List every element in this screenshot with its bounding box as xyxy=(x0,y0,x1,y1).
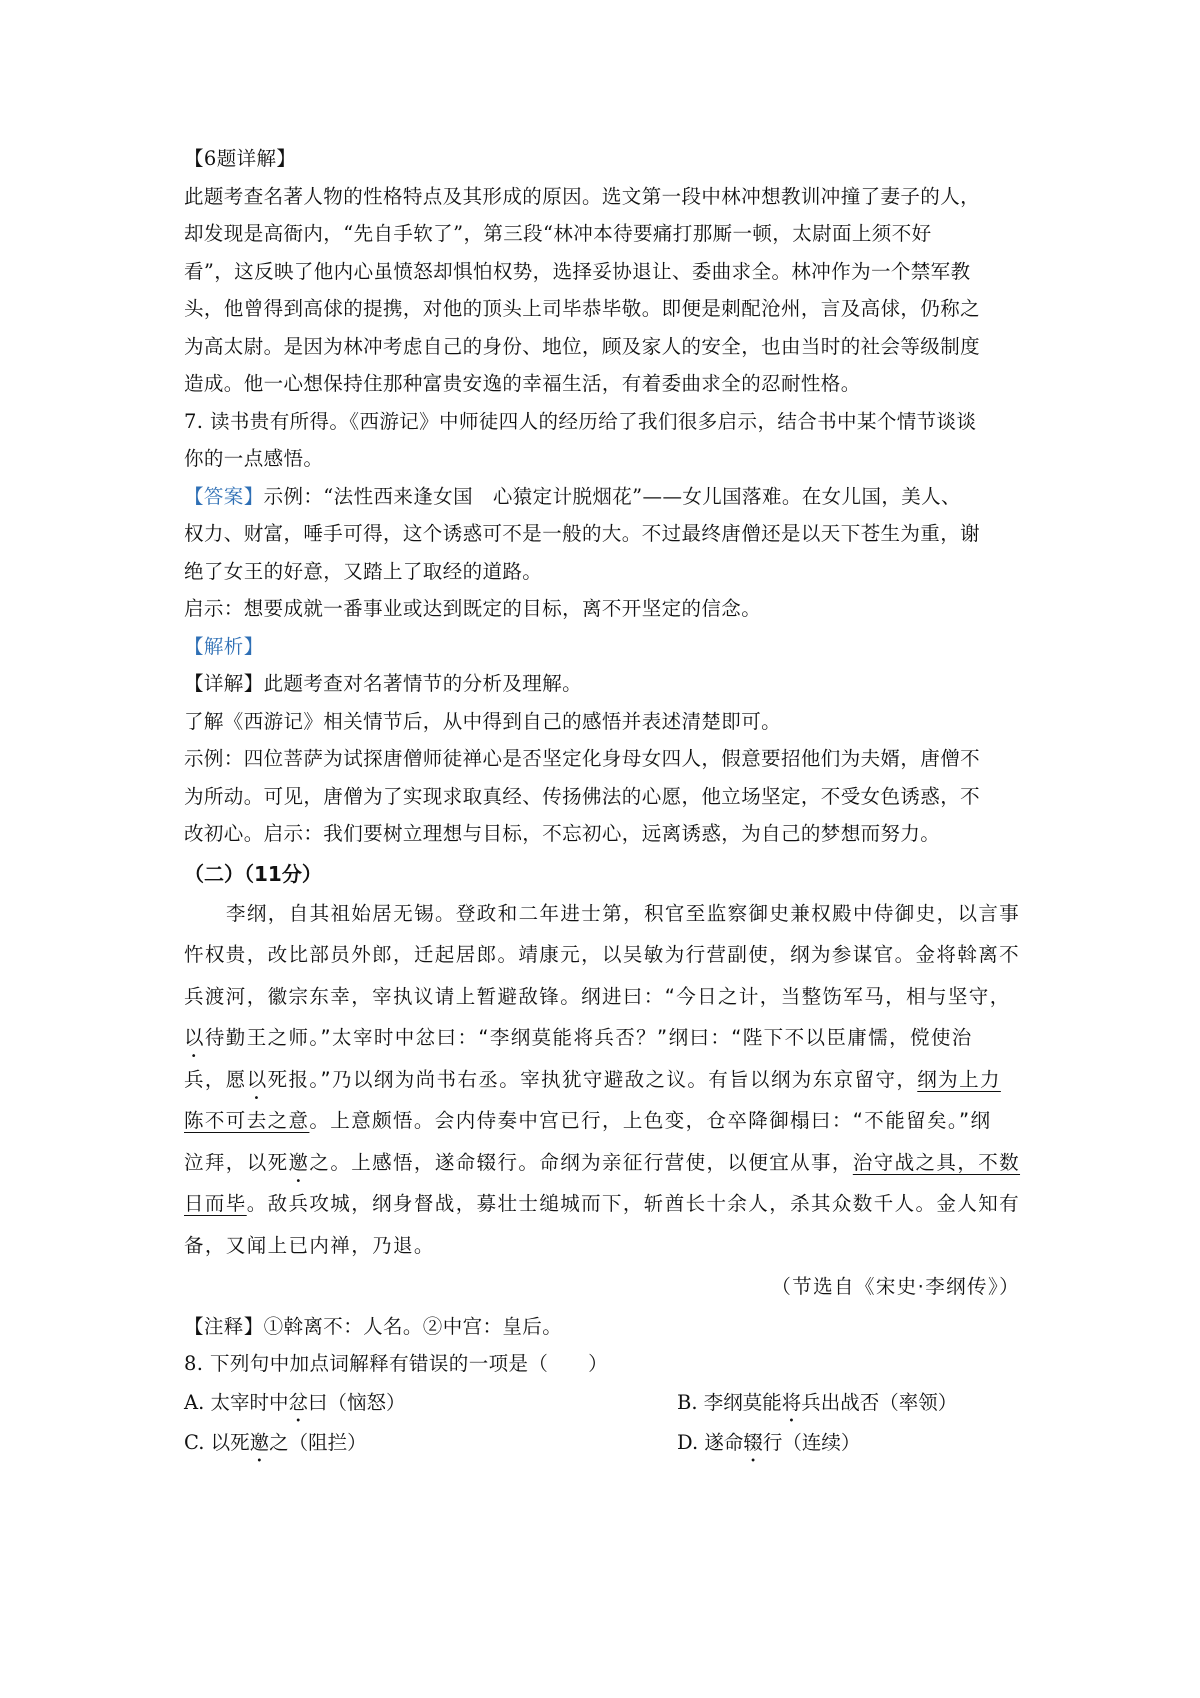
answer-line: 绝了女王的好意，又踏上了取经的道路。 xyxy=(184,559,543,583)
paragraph-line: 为高太尉。是因为林冲考虑自己的身份、地位，顾及家人的安全，也由当时的社会等级制度 xyxy=(184,334,981,358)
classical-passage xyxy=(184,893,1030,1308)
section-heading: 【6题详解】 xyxy=(184,147,297,170)
detail-line: 改初心。启示：我们要树立理想与目标，不忘初心，远离诱惑，为自己的梦想而努力。 xyxy=(184,822,941,845)
detail-line: 为所动。可见，唐僧为了实现求取真经、传扬佛法的心愿，他立场坚定，不受女色诱惑，不 xyxy=(184,784,981,808)
paragraph-line: 看”，这反映了他内心虽愤怒却惧怕权势，选择妥协退让、委曲求全。林冲作为一个禁军教 xyxy=(184,259,971,283)
detail-line: 了解《西游记》相关情节后，从中得到自己的感悟并表述清楚即可。 xyxy=(184,709,782,733)
detail-line: 示例：四位菩萨为试探唐僧师徒禅心是否坚定化身母女四人，假意要招他们为夫婿，唐僧不 xyxy=(184,747,981,770)
answer-line: 权力、财富，唾手可得，这个诱惑可不是一般的大。不过最终唐僧还是以天下苍生为重，谢 xyxy=(184,522,981,545)
passage-line: 李纲，自其祖始居无锡。登政和二年进士第，积官至监察御史兼权殿中侍御史，以言事 xyxy=(226,901,1021,925)
passage-line: 备，又闻上已内禅，乃退。 xyxy=(184,1233,435,1257)
question-stem: 8. 下列句中加点词解释有错误的一项是（ ） xyxy=(184,1352,609,1375)
passage-line: 忤权贵，改比部员外郎，迁起居郎。靖康元，以吴敏为行营副使，纲为参谋官。金将斡离不 xyxy=(184,943,1021,966)
passage-line: 陈不可去之意。上意颇悟。会内侍奏中宫已行，上色变，仓卒降御榻曰：“不能留矣。”纲 xyxy=(184,1109,992,1132)
underlined-sentence: 日而毕 xyxy=(184,1192,247,1215)
question-8 xyxy=(184,1345,1030,1463)
underlined-sentence: 陈不可去之意 xyxy=(184,1109,310,1132)
passage-line: 以待勤王之师。”太宰时中忿曰：“李纲莫能将兵否？”纲曰：“陛下不以臣庸懦，傥使治 xyxy=(184,1026,973,1049)
passage-line: 日而毕。敌兵攻城，纲身督战，募壮士缒城而下，斩酋长十余人，杀其众数千人。金人知有 xyxy=(184,1192,1021,1215)
answer-line: 启示：想要成就一番事业或达到既定的目标，离不开坚定的信念。 xyxy=(184,597,762,620)
option-row xyxy=(184,1383,1030,1423)
section-6-explanation xyxy=(184,140,1030,403)
question-7 xyxy=(184,403,1030,853)
document-page xyxy=(184,140,1030,1463)
option-row xyxy=(184,1423,1030,1463)
answer-tag: 【答案】 xyxy=(184,484,264,508)
option-c: C. 以死邀之（阻拦） xyxy=(184,1430,367,1454)
question-stem: 7. 读书贵有所得。《西游记》中师徒四人的经历给了我们很多启示，结合书中某个情节谈谈 xyxy=(184,409,977,433)
question-stem: 你的一点感悟。 xyxy=(184,447,324,470)
section-2-heading: （二）（11分） xyxy=(184,861,322,886)
detail-line: 【详解】此题考查对名著情节的分析及理解。 xyxy=(184,672,583,695)
option-d: D. 遂命辍行（连续） xyxy=(677,1430,861,1454)
paragraph-line: 却发现是高衙内，“先自手软了”，第三段“林冲本待要痛打那厮一顿，太尉面上须不好 xyxy=(184,222,932,245)
answer-line: 【答案】示例：“法性西来逢女国 心猿定计脱烟花”——女儿国落难。在女儿国，美人、 xyxy=(184,484,961,508)
paragraph-line: 造成。他一心想保持住那种富贵安逸的幸福生活，有着委曲求全的忍耐性格。 xyxy=(184,372,861,395)
analysis-tag: 【解析】 xyxy=(184,634,264,658)
option-a: A. 太宰时中忿曰（恼怒） xyxy=(184,1390,406,1414)
passage-line: 兵渡河，徽宗东幸，宰执议请上暂避敌锋。纲进曰：“今日之计，当整饬军马，相与坚守， xyxy=(184,984,1011,1008)
passage-line: 兵，愿以死报。”乃以纲为尚书右丞。宰执犹守避敌之议。有旨以纲为东京留守，纲为上力 xyxy=(184,1067,1001,1091)
underlined-sentence: 纲为上力 xyxy=(917,1067,1001,1091)
passage-source: （节选自《宋史·李纲传》） xyxy=(771,1275,1020,1298)
underlined-sentence: 治守战之具，不数 xyxy=(852,1150,1021,1174)
paragraph-line: 头，他曾得到高俅的提携，对他的顶头上司毕恭毕敬。即便是刺配沧州，言及高俅，仍称之 xyxy=(184,297,981,320)
option-b: B. 李纲莫能将兵出战否（率领） xyxy=(677,1390,958,1414)
passage-line: 泣拜，以死邀之。上感悟，遂命辍行。命纲为亲征行营使，以便宜从事，治守战之具，不数 xyxy=(184,1150,1021,1174)
paragraph-line: 此题考查名著人物的性格特点及其形成的原因。选文第一段中林冲想教训冲撞了妻子的人， xyxy=(184,184,981,208)
annotation-notes: 【注释】①斡离不：人名。②中宫：皇后。 xyxy=(184,1314,563,1338)
